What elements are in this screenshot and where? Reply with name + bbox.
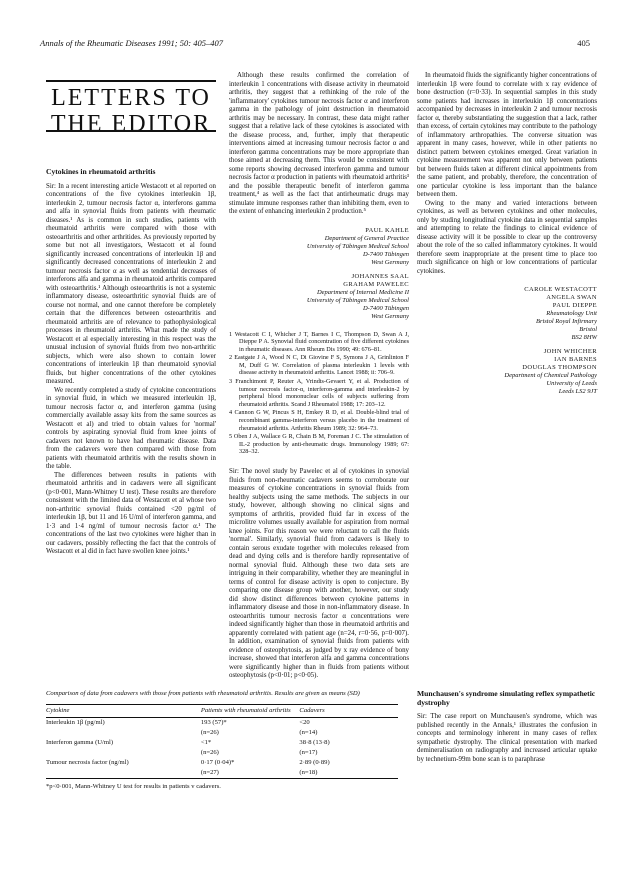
author-name: GRAHAM PAWELEC — [343, 280, 409, 288]
reference-list — [229, 331, 409, 457]
data-table-block — [46, 690, 398, 791]
letter-paragraph: We recently completed a study of cytokine concentrations in synovial fluid, in which we measured interleukin 1β, tumour necrosis factor α, and interferon gamma (using commercially available assay kits from the same sources as Westacott et al) and tried to obtain values for 'normal' controls by aspirating synovial fluid from knee joints of cadavers not known to have had rheumatic disease. Data from the cadavers were then compared with those from patients with rheumatoid arthritis with the results shown in the table. — [46, 386, 216, 470]
table-header: Cytokine — [46, 705, 201, 718]
journal-header: Annals of the Rheumatic Diseases 1991; 50: 405–407 — [40, 38, 223, 48]
reference: 1 Westacott C I, Whicher J T, Barnes I C, Thompson D, Swan A J, Dieppe P A. Synovial fluid concentration of five different cytokines in rheumatic diseases. Ann Rheum Dis 1990; 49: 676–81. — [229, 330, 409, 353]
affiliation-line: Department of Chemical Pathology — [504, 372, 597, 379]
affiliation-line: D-7400 Tübingen — [362, 304, 409, 312]
table-cell: (n=17) — [299, 749, 318, 756]
author-name: IAN BARNES — [554, 356, 597, 363]
table-row — [46, 728, 398, 738]
author-name: DOUGLAS THOMPSON — [522, 364, 597, 371]
author-name: CAROLE WESTACOTT — [524, 286, 597, 293]
reply-paragraph: In rheumatoid fluids the significantly higher concentrations of interleukin 1β were found to correlate with x ray evidence of bone destruction (r=0·33). In sequential samples in this study some patients had increases in interleukin 1β concentrations accompanied by decreases in interleukin 2 and tumour necrosis factor α, thereby substantiating the suggestion that a lack, rather than excess, of certain cytokines may contribute to the pathology of inflammatory arthropathies. The converse situation was apparent in many cases, however, while in other patients no distinct pattern between cytokines emerged. Great variation in cytokine measurement was apparent not only between patients but between fluids taken at different clinical appointments from the same patient, and probably, therefore, the concentration of one particular cytokine is less important than the balance between them. — [417, 72, 597, 198]
table-caption: Comparison of data from cadavers with those from patients with rheumatoid arthritis. Results are given as means (SD) — [46, 690, 360, 697]
table-cell: <1* — [200, 739, 212, 746]
affiliation-line: Department of Internal Medicine II — [316, 288, 409, 296]
column-1 — [46, 80, 216, 557]
author-name: JOHANNES SAAL — [351, 272, 409, 280]
letter-paragraph: Sir: The case report on Munchausen's syndrome, which was published recently in the Annals,¹ illustrates the confusion in concepts and terminology inherent in many cases of reflex sympathetic dystrophy. The clinical presentation with marked demineralisation on radiography and increased articular uptake by technetium-99m bone scan is to paraphrase — [417, 713, 597, 763]
column-2 — [229, 72, 409, 681]
signature-block — [229, 227, 409, 321]
masthead-line-1: LETTERS TO — [51, 85, 211, 111]
table-row — [46, 718, 398, 729]
table-row — [46, 758, 398, 768]
reference: 5 Oben J A, Wallace G R, Chain B M, Foreman J C. The stimulation of IL-2 production by anti-rheumatic drugs. Immunology 1989; 67: 328–32. — [229, 433, 409, 456]
table-cell: (n=14) — [299, 729, 318, 736]
table-row — [46, 748, 398, 758]
author-name: ANGELA SWAN — [546, 294, 597, 301]
table-header: Cadavers — [299, 705, 398, 718]
author-name: PAUL KAHLE — [365, 226, 409, 234]
page-number: 405 — [577, 38, 590, 48]
masthead — [46, 80, 216, 137]
table-cell: 2·89 (0·89) — [299, 759, 330, 766]
author-name: JOHN WHICHER — [543, 348, 597, 355]
letter-title: Cytokines in rheumatoid arthritis — [46, 167, 156, 176]
affiliation-line: Leeds LS2 9JT — [558, 388, 597, 395]
table-row — [46, 768, 398, 779]
table-cell: 0·17 (0·04)* — [200, 759, 235, 766]
affiliation-line: University of Tübingen Medical School — [306, 296, 409, 304]
table-cell: (n=27) — [200, 769, 219, 776]
affiliation-line: Rheumatology Unit — [546, 310, 597, 317]
table-cell: (n=26) — [200, 729, 219, 736]
table-cell: <20 — [299, 719, 310, 726]
affiliation-line: West Germany — [371, 258, 409, 266]
table-cell: (n=26) — [200, 749, 219, 756]
affiliation-line: University of Leeds — [546, 380, 597, 387]
letter-paragraph: Sir: In a recent interesting article Westacott et al reported on concentrations of the five cytokines interleukin 1β, interleukin 2, tumour necrosis factor α, interferons gamma and alfa in synovial fluids from patients with rheumatic diseases.¹ As is common in such studies, patients with rheumatoid arthritis were compared with those with osteoarthritis and other arthritides. As previously reported by some but not all investigators, Westacott et al found significantly increased concentrations of interleukin 1β and significantly decreased concentrations of interleukin 2 and tumour necrosis factor α as well as tendential decreases of interferons alfa and gamma in rheumatoid arthritis compared with osteoarthritis.¹ Although osteoarthritis is not a systemic inflammatory disease, osteoarthritic synovial fluids are of course not normal, and one cannot therefore be completely certain that the differences between osteoarthritis and rheumatoid arthritis are of relevance to pathophysiological processes in rheumatoid arthritis. What made the study of Westacott et al especially interesting in this respect was the unusual inclusion of synovial fluids from two non-arthritic subjects, which were also shown to contain lower concentrations of interleukin 1β than rheumatoid synovial fluids, but higher concentrations of the other cytokines measured. — [46, 182, 216, 385]
affiliation-line: BS2 8HW — [571, 334, 597, 341]
affiliation-line: University of Tübingen Medical School — [306, 242, 409, 250]
data-table — [46, 704, 398, 779]
table-row — [46, 738, 398, 748]
table-cell: 38·8 (13·8) — [299, 739, 330, 746]
signature-block — [417, 286, 597, 396]
table-header: Patients with rheumatoid arthritis — [201, 705, 300, 718]
letter-title: Munchausen's syndrome simulating reflex sympathetic dystrophy — [417, 689, 596, 707]
affiliation-line: West Germany — [371, 312, 409, 320]
letter-paragraph: The differences between results in patients with rheumatoid arthritis and in cadavers were all significant (p<0·001, Mann-Whitney U test). These results are therefore consistent with the limited data of Westacott et al whose two non-arthritic synovial fluids contained <20 pg/ml of interleukin 1β, but 11 and 16 U/ml of interferon gamma, and 1·3 and 1·4 ng/ml of tumour necrosis factor α.¹ The concentrations of the last two cytokines were higher than in our cadavers, possibly reflecting the fact that the controls of Westacott et al did in fact have swollen knee joints.¹ — [46, 471, 216, 555]
table-cell: Tumour necrosis factor (ng/ml) — [46, 759, 129, 766]
reference: 3 Franchimont P, Reuter A, Vrindts-Gevaert Y, et al. Production of tumour necrosis factor-α, interferon-gamma and interleukin-2 by peripheral blood mononuclear cells of subjects suffering from rheumatoid arthritis. Scand J Rheumatol 1988; 17: 203–12. — [229, 378, 409, 408]
table-footnote: *p<0·001, Mann-Whitney U test for results in patients v cadavers. — [46, 783, 221, 790]
affiliation-line: Bristol — [579, 326, 597, 333]
letter-paragraph: Although these results confirmed the correlation of interleukin 1 concentrations with disease activity in rheumatoid arthritis, they suggest that a rethinking of the role of the 'inflammatory' cytokines tumour necrosis factor α and interferon gamma in the pathology of joint destruction in rheumatoid arthritis may be necessary. In contrast, these data might rather suggest that a relative lack of these cytokines is associated with the disease process, and, further, imply that therapeutic interventions aimed at increasing tumour necrosis factor α and interferon gamma concentrations may be more appropriate than those aimed at decreasing them. This would be consistent with some reports showing decreased interferon gamma and tumour necrosis factor α production in patients with rheumatoid arthritis³ and the possible therapeutic benefit of interferon gamma treatment,⁴ as well as the fact that antirheumatic drugs may stimulate immune responses rather than inhibiting them, even to the extent of enhancing interleukin 2 production.⁵ — [229, 72, 409, 215]
author-name: PAUL DIEPPE — [552, 302, 597, 309]
table-cell: 193 (57)* — [200, 719, 227, 726]
affiliation-line: Department of General Practice — [324, 234, 409, 242]
reference: 4 Cannon G W, Pincus S H, Emkey R D, et al. Double-blind trial of recombinant gamma-interferon versus placebo in the treatment of rheumatoid arthritis. Arthritis Rheum 1989; 32: 964–73. — [229, 409, 409, 432]
table-cell: (n=18) — [299, 769, 318, 776]
table-cell: Interferon gamma (U/ml) — [46, 739, 114, 746]
table-cell: Interleukin 1β (pg/ml) — [46, 719, 105, 726]
reply-paragraph: Sir: The novel study by Pawelec et al of cytokines in synovial fluids from non-rheumatic cadavers seems to corroborate our measures of cytokine concentrations in synovial fluids from healthy subjects using the same methods. The subjects in our study, however, although showing no clinical signs and symptoms of arthritis, provided fluid far in excess of the microlitre volumes usually available for aspiration from normal knee joints. For this reason we were reluctant to call the fluids 'normal'. Similarly, synovial fluid from cadavers is likely to contain serous exudate together with molecules released from dead and dying cells and is therefore hardly representative of normal synovial fluid. Although these two data sets are intriguing in their comparability, whether they are meaningful in terms of control for disease activity is open to conjecture. By comparing one disease group with another, however, our study did show distinct differences between cytokine patterns in inflammatory disease and those in non-inflammatory disease. In osteoarthritis tumour necrosis factor α concentrations were indeed significantly higher than those in rheumatoid arthritis and apparently correlated with patient age (n=24, r=0·56, p=0·007). In addition, examination of synovial fluids from patients with evidence of osteophytosis, as judged by x ray evidence of bony increase, showed that interferon alfa and gamma concentrations were significantly higher than in fluids from patients without osteophytosis (p<0·01; p<0·05). — [229, 468, 409, 679]
letter-2 — [417, 690, 597, 764]
affiliation-line: D-7400 Tübingen — [362, 250, 409, 258]
masthead-line-2: THE EDITOR — [50, 111, 212, 137]
affiliation-line: Bristol Royal Infirmary — [535, 318, 597, 325]
column-3 — [417, 72, 597, 396]
reply-paragraph: Owing to the many and varied interactions between cytokines, as well as between cytokines and other molecules, only by studing longitudinal cytokine data in sequential samples and attempting to relate the findings to clinical evidence of disease activity will it be possible to clear up the controversy about the role of the so called inflammatory cytokines. It would therefore seem inappropriate at the present time to place too much significance on high or low concentrations of particular cytokines. — [417, 199, 597, 275]
reference: 2 Eastgate J A, Wood N C, Di Giovine F S, Symons J A, Grinlinton F M, Duff G W. Correlation of plasma interleukin 1 levels with disease activity in rheumatoid arthritis. Lancet 1988; ii: 706–9. — [229, 354, 409, 377]
